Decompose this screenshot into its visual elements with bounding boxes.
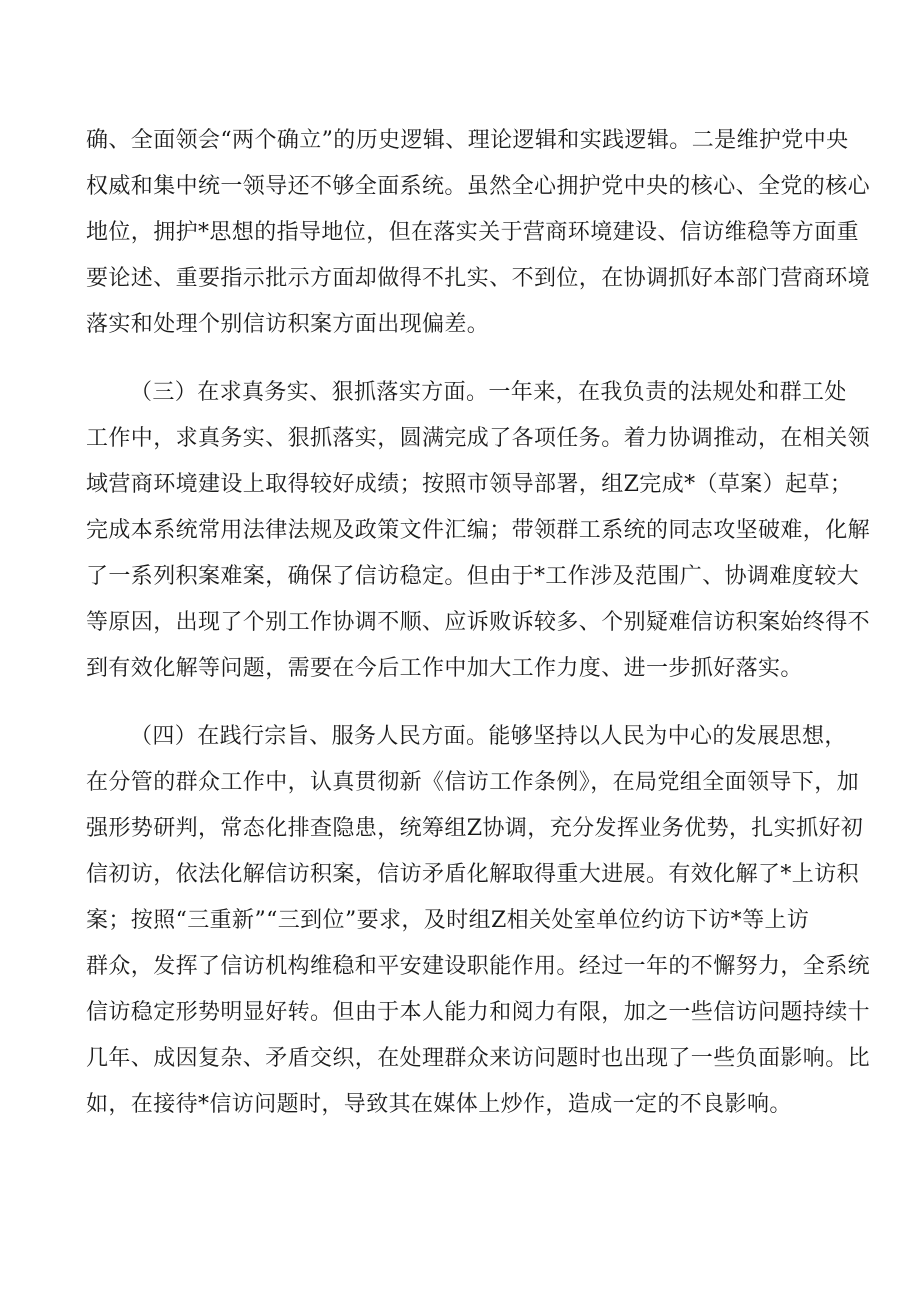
- text-line: 到有效化解等问题，需要在今后工作中加大工作力度、进一步抓好落实。: [86, 656, 803, 681]
- text-line: 案；按照“三重新”“三到位”要求，及时组Z相关处室单位约访下访*等上访: [86, 908, 810, 933]
- text-line: 了一系列积案难案，确保了信访稳定。但由于*工作涉及范围广、协调难度较大: [86, 564, 860, 589]
- paragraph-heading-line: （四）在践行宗旨、服务人民方面。能够坚持以人民为中心的发展思想，: [130, 724, 847, 749]
- text-line: 等原因，出现了个别工作协调不顺、应诉败诉较多、个别疑难信访积案始终得不: [86, 610, 871, 635]
- text-line: 在分管的群众工作中，认真贯彻新《信访工作条例》，在局党组全面领导下，加: [86, 770, 860, 795]
- text-line: 强形势研判，常态化排查隐患，统筹组Z协调，充分发挥业务优势，扎实抓好初: [86, 816, 864, 841]
- text-line: 如，在接待*信访问题时，导致其在媒体上炒作，造成一定的不良影响。: [86, 1092, 792, 1117]
- text-line: 群众，发挥了信访机构维稳和平安建设职能作用。经过一年的不懈努力，全系统: [86, 954, 871, 979]
- text-line: 域营商环境建设上取得较好成绩；按照市领导部署，组Z完成*（草案）起草；: [86, 472, 853, 497]
- paragraph-heading-line: （三）在求真务实、狠抓落实方面。一年来，在我负责的法规处和群工处: [130, 380, 847, 405]
- text-line: 确、全面领会“两个确立”的历史逻辑、理论逻辑和实践逻辑。二是维护党中央: [86, 128, 849, 153]
- text-line: 要论述、重要指示批示方面却做得不扎实、不到位，在协调抓好本部门营商环境: [86, 266, 871, 291]
- text-line: 落实和处理个别信访积案方面出现偏差。: [86, 312, 490, 337]
- text-line: 信访稳定形势明显好转。但由于本人能力和阅力有限，加之一些信访问题持续十: [86, 1000, 871, 1025]
- text-line: 地位，拥护*思想的指导地位，但在落实关于营商环境建设、信访维稳等方面重: [86, 220, 860, 245]
- text-line: 工作中，求真务实、狠抓落实，圆满完成了各项任务。着力协调推动，在相关领: [86, 426, 871, 451]
- text-line: 几年、成因复杂、矛盾交织，在处理群众来访问题时也出现了一些负面影响。比: [86, 1046, 871, 1071]
- text-line: 信初访，依法化解信访积案，信访矛盾化解取得重大进展。有效化解了*上访积: [86, 862, 860, 887]
- text-line: 完成本系统常用法律法规及政策文件汇编；带领群工系统的同志攻坚破难，化解: [86, 518, 871, 543]
- text-line: 权威和集中统一领导还不够全面系统。虽然全心拥护党中央的核心、全党的核心: [86, 174, 871, 199]
